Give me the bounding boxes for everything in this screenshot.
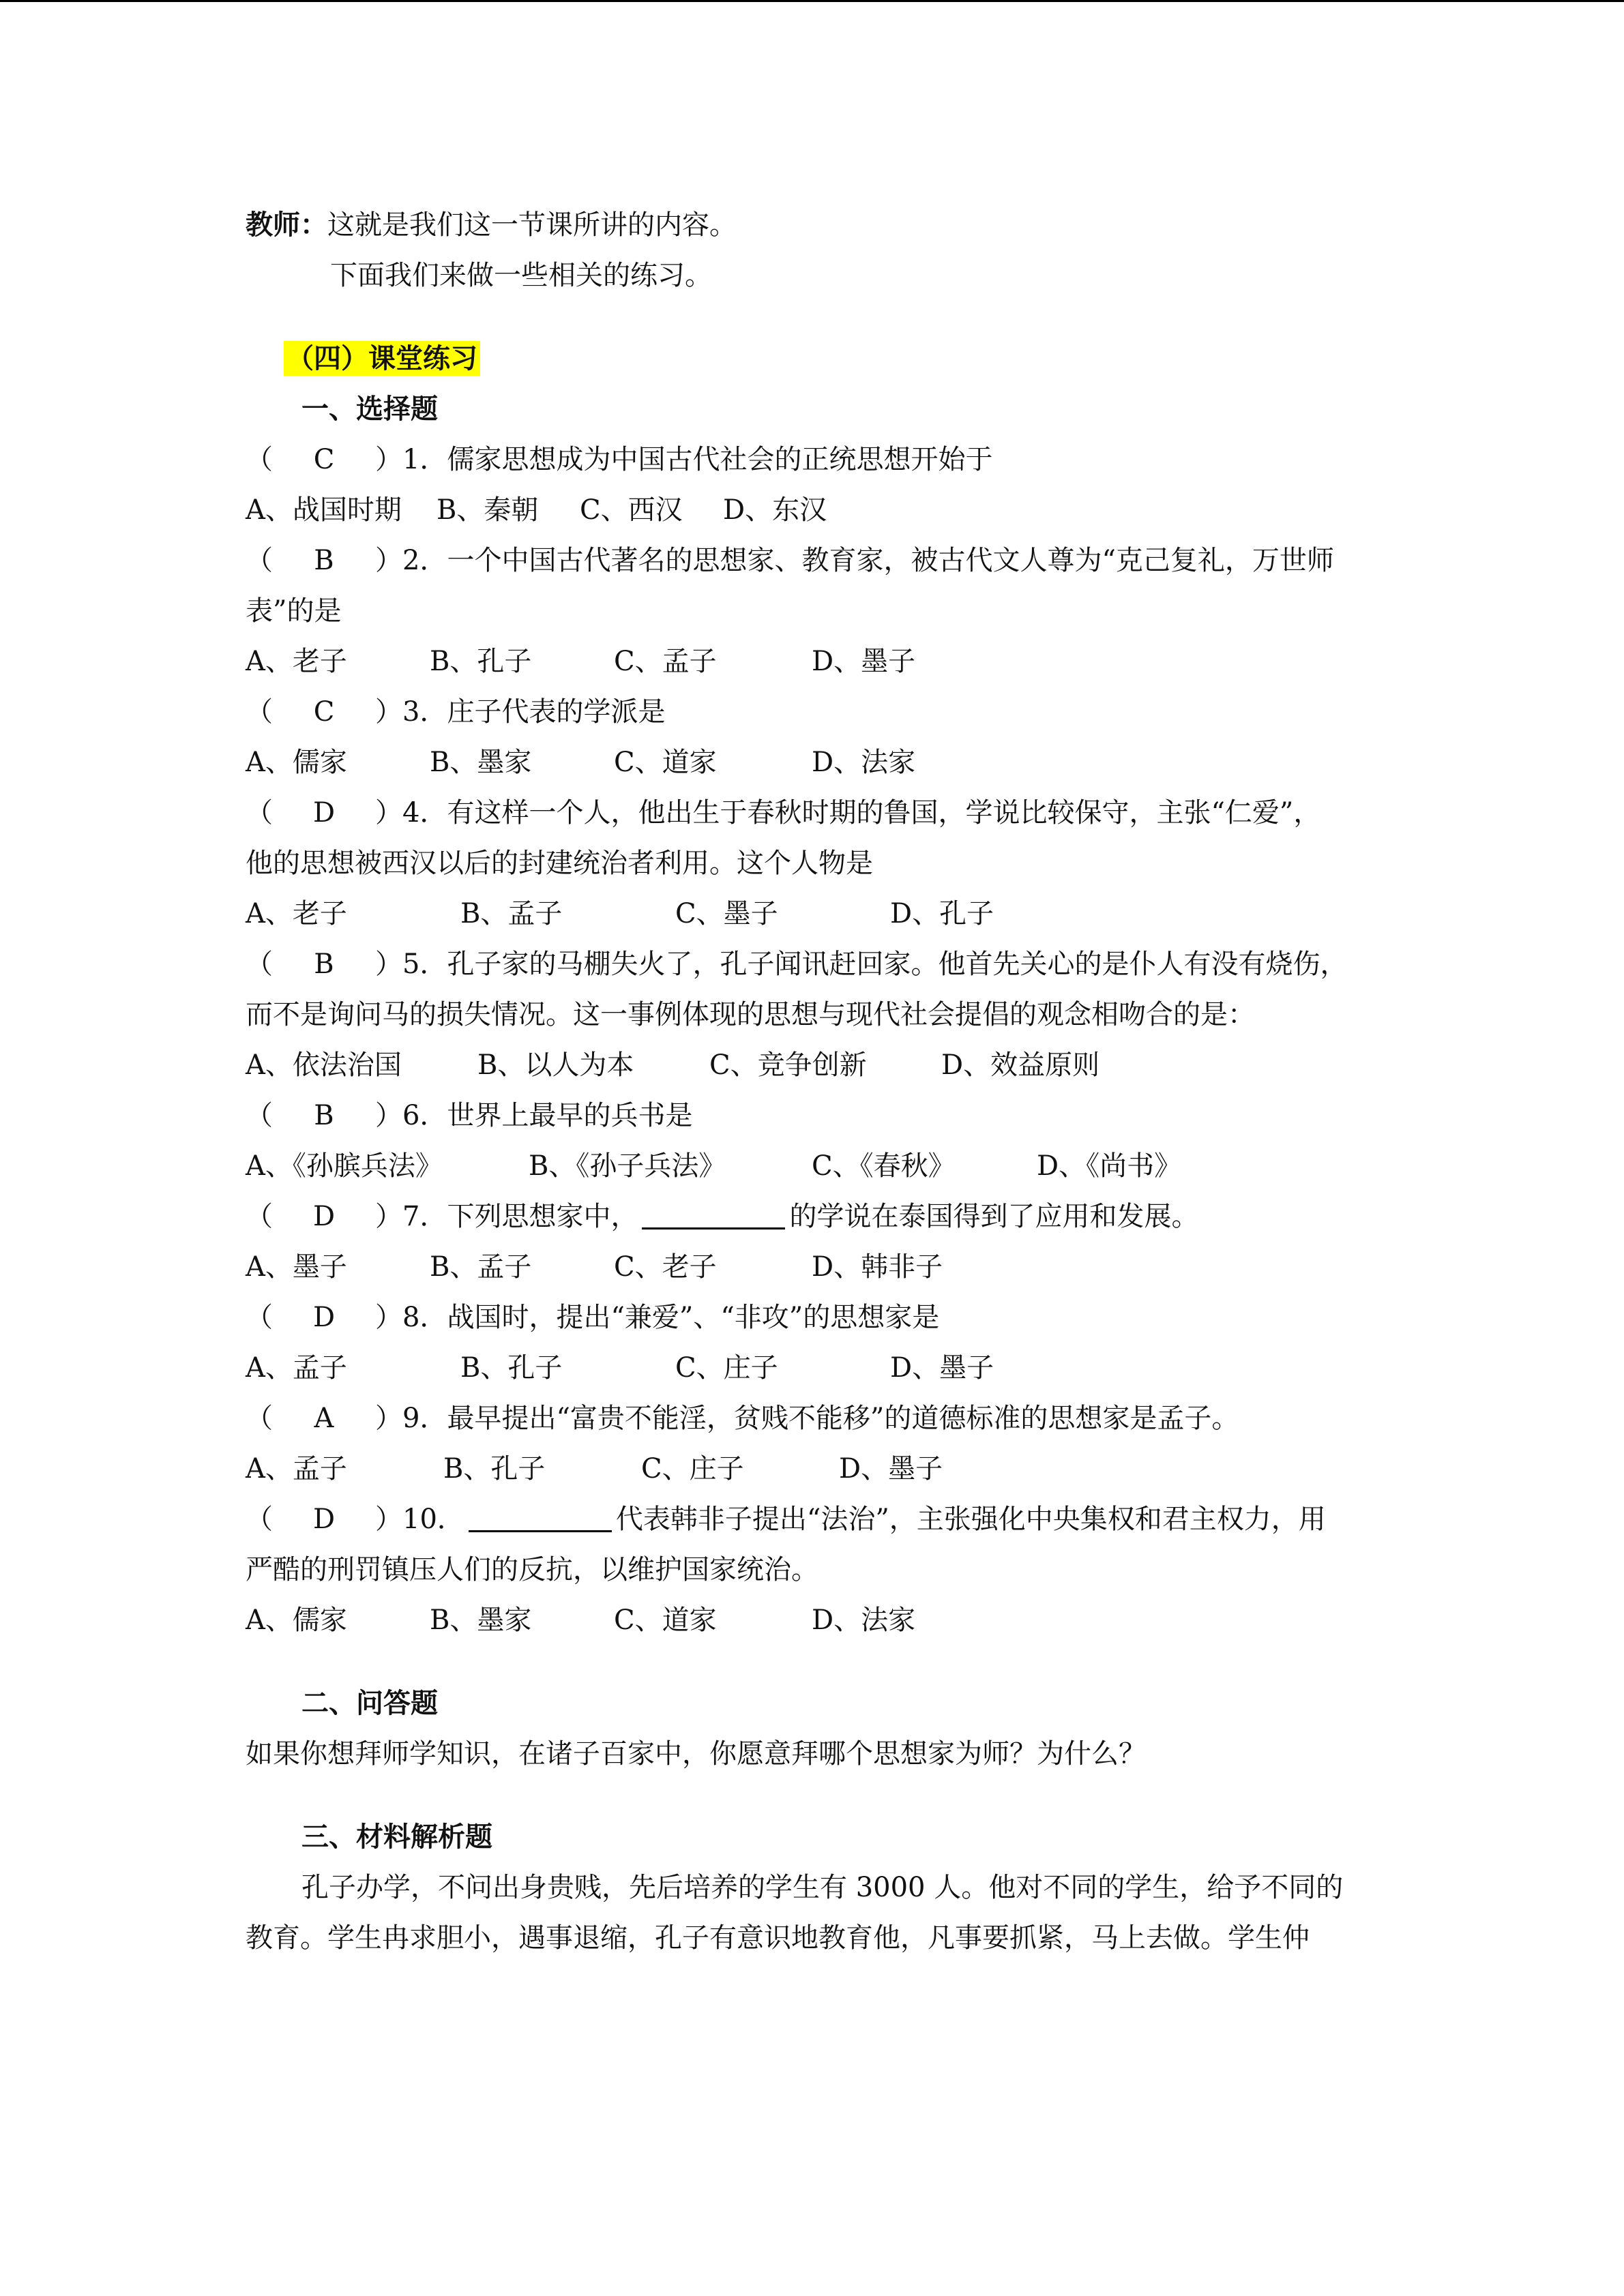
- option-a: A、《孙膑兵法》: [246, 1150, 443, 1182]
- option-b: B、孟子: [460, 898, 563, 929]
- question-5-text: 孔子家的马棚失火了，孔子闻讯赶回家。他首先关心的是仆人有没有烧伤，: [447, 949, 1348, 980]
- option-c: C、道家: [614, 1605, 717, 1636]
- answer-10: D: [312, 1504, 336, 1535]
- option-b: B、墨家: [430, 1605, 532, 1636]
- section-heading-line: [246, 333, 1391, 384]
- question-6-text: 世界上最早的兵书是: [447, 1100, 693, 1131]
- option-b: B、孟子: [430, 1251, 532, 1283]
- question-8-options: [246, 1343, 1391, 1393]
- option-d: D、《尚书》: [1037, 1150, 1182, 1182]
- answer-3: C: [313, 696, 335, 728]
- option-a: A、墨子: [246, 1251, 347, 1283]
- option-d: D、韩非子: [812, 1251, 943, 1283]
- option-d: D、法家: [812, 1605, 916, 1636]
- answer-1: C: [313, 444, 335, 475]
- teacher-label: 教师: [246, 209, 300, 241]
- question-3: （ C ）3．庄子代表的学派是: [246, 687, 1391, 737]
- answer-blank: [642, 1203, 785, 1229]
- option-c: C、老子: [614, 1251, 717, 1283]
- question-7-text: 下列思想家中，: [447, 1201, 638, 1232]
- option-d: D、法家: [812, 747, 916, 778]
- answer-blank: [469, 1506, 612, 1532]
- option-b: B、以人为本: [477, 1049, 634, 1081]
- question-2-text: 一个中国古代著名的思想家、教育家，被古代文人尊为“克己复礼，万世师: [447, 545, 1334, 576]
- option-b: B、孔子: [460, 1352, 563, 1384]
- part2-title: 二、问答题: [301, 1687, 438, 1719]
- part2-question: 如果你想拜师学知识，在诸子百家中，你愿意拜哪个思想家为师？为什么？: [246, 1738, 1146, 1770]
- option-a: A、儒家: [246, 1605, 347, 1636]
- answer-2: B: [314, 545, 334, 576]
- question-2-number: 2．: [402, 545, 447, 576]
- question-9-text: 最早提出“富贵不能淫，贫贱不能移”的道德标准的思想家是孟子。: [447, 1403, 1239, 1434]
- option-c: C、墨子: [675, 898, 778, 929]
- question-5-number: 5．: [402, 949, 447, 980]
- question-3-options: [246, 737, 1391, 788]
- question-3-text: 庄子代表的学派是: [447, 696, 666, 728]
- question-10: （ D ）10． 代表韩非子提出“法治”，主张强化中央集权和君主权力，用: [246, 1494, 1391, 1545]
- answer-6: B: [314, 1100, 334, 1131]
- option-b: B、孔子: [443, 1453, 546, 1485]
- question-4-text: 有这样一个人，他出生于春秋时期的鲁国，学说比较保守，主张“仁爱”，: [447, 797, 1321, 829]
- question-9-number: 9．: [402, 1403, 447, 1434]
- question-7: （ D ）7．下列思想家中， 的学说在泰国得到了应用和发展。: [246, 1191, 1391, 1242]
- part3-title: 三、材料解析题: [301, 1821, 492, 1853]
- teacher-text-2: 下面我们来做一些相关的练习。: [330, 260, 712, 291]
- question-7-options: [246, 1242, 1391, 1292]
- question-10-text: 代表韩非子提出“法治”，主张强化中央集权和君主权力，用: [615, 1504, 1326, 1535]
- option-c: C、竞争创新: [709, 1049, 867, 1081]
- option-c: C、孟子: [614, 646, 717, 677]
- option-a: A、战国时期: [246, 494, 402, 526]
- question-2-text-cont: 表”的是: [246, 595, 342, 627]
- option-a: A、孟子: [246, 1453, 347, 1485]
- option-a: A、老子: [246, 898, 347, 929]
- document-content: [246, 200, 1391, 1963]
- part3-paragraph-2: 教育。学生冉求胆小，遇事退缩，孔子有意识地教育他，凡事要抓紧，马上去做。学生仲: [246, 1922, 1310, 1954]
- question-2: （ B ）2．一个中国古代著名的思想家、教育家，被古代文人尊为“克己复礼，万世师: [246, 535, 1391, 586]
- question-7-number: 7．: [402, 1201, 447, 1232]
- option-d: D、效益原则: [941, 1049, 1100, 1081]
- question-9: （ A ）9．最早提出“富贵不能淫，贫贱不能移”的道德标准的思想家是孟子。: [246, 1393, 1391, 1444]
- question-5-text-cont: 而不是询问马的损失情况。这一事例体现的思想与现代社会提倡的观念相吻合的是：: [246, 999, 1255, 1030]
- question-10-number: 10．: [402, 1504, 464, 1535]
- question-4-number: 4．: [402, 797, 447, 829]
- question-8-number: 8．: [402, 1302, 447, 1333]
- section-title: （四）课堂练习: [284, 341, 480, 376]
- option-c: C、《春秋》: [812, 1150, 956, 1182]
- option-a: A、依法治国: [246, 1049, 402, 1081]
- answer-8: D: [312, 1302, 336, 1333]
- question-2-options: [246, 636, 1391, 687]
- question-10-options: [246, 1595, 1391, 1645]
- question-7-text-after: 的学说在泰国得到了应用和发展。: [789, 1201, 1199, 1232]
- answer-9: A: [314, 1403, 334, 1434]
- option-a: A、儒家: [246, 747, 347, 778]
- option-c: C、庄子: [641, 1453, 744, 1485]
- question-3-number: 3．: [402, 696, 447, 728]
- question-6: （ B ）6．世界上最早的兵书是: [246, 1090, 1391, 1141]
- option-b: B、秦朝: [437, 494, 539, 526]
- part3-paragraph-1: 孔子办学，不问出身贵贱，先后培养的学生有 3000 人。他对不同的学生，给予不同的: [301, 1872, 1344, 1903]
- teacher-line: [246, 200, 1391, 250]
- option-a: A、老子: [246, 646, 347, 677]
- teacher-text-1: 这就是我们这一节课所讲的内容。: [327, 209, 737, 241]
- option-c: C、西汉: [580, 494, 683, 526]
- question-4-options: [246, 889, 1391, 939]
- answer-5: B: [314, 949, 334, 980]
- option-c: C、庄子: [675, 1352, 778, 1384]
- question-1: （ C ）1．儒家思想成为中国古代社会的正统思想开始于: [246, 434, 1391, 485]
- question-10-text-cont: 严酷的刑罚镇压人们的反抗，以维护国家统治。: [246, 1554, 818, 1585]
- option-d: D、墨子: [839, 1453, 943, 1485]
- question-6-options: [246, 1141, 1391, 1191]
- question-1-options: [246, 485, 1391, 535]
- question-5-options: [246, 1040, 1391, 1090]
- question-6-number: 6．: [402, 1100, 447, 1131]
- question-9-options: [246, 1444, 1391, 1494]
- question-1-number: 1．: [402, 444, 447, 475]
- question-8: （ D ）8．战国时，提出“兼爱”、“非攻”的思想家是: [246, 1292, 1391, 1343]
- option-b: B、墨家: [430, 747, 532, 778]
- answer-7: D: [312, 1201, 336, 1232]
- option-d: D、东汉: [723, 494, 827, 526]
- part1-title: 一、选择题: [301, 393, 438, 425]
- answer-4: D: [312, 797, 336, 829]
- question-1-text: 儒家思想成为中国古代社会的正统思想开始于: [447, 444, 993, 475]
- option-c: C、道家: [614, 747, 717, 778]
- option-d: D、墨子: [890, 1352, 994, 1384]
- teacher-colon: ：: [300, 209, 327, 241]
- question-4-text-cont: 他的思想被西汉以后的封建统治者利用。这个人物是: [246, 848, 873, 879]
- question-8-text: 战国时，提出“兼爱”、“非攻”的思想家是: [447, 1302, 940, 1333]
- option-a: A、孟子: [246, 1352, 347, 1384]
- option-d: D、墨子: [812, 646, 916, 677]
- option-b: B、《孙子兵法》: [529, 1150, 726, 1182]
- option-b: B、孔子: [430, 646, 532, 677]
- question-4: （ D ）4．有这样一个人，他出生于春秋时期的鲁国，学说比较保守，主张“仁爱”，: [246, 788, 1391, 838]
- question-5: （ B ）5．孔子家的马棚失火了，孔子闻讯赶回家。他首先关心的是仆人有没有烧伤，: [246, 939, 1391, 989]
- option-d: D、孔子: [890, 898, 994, 929]
